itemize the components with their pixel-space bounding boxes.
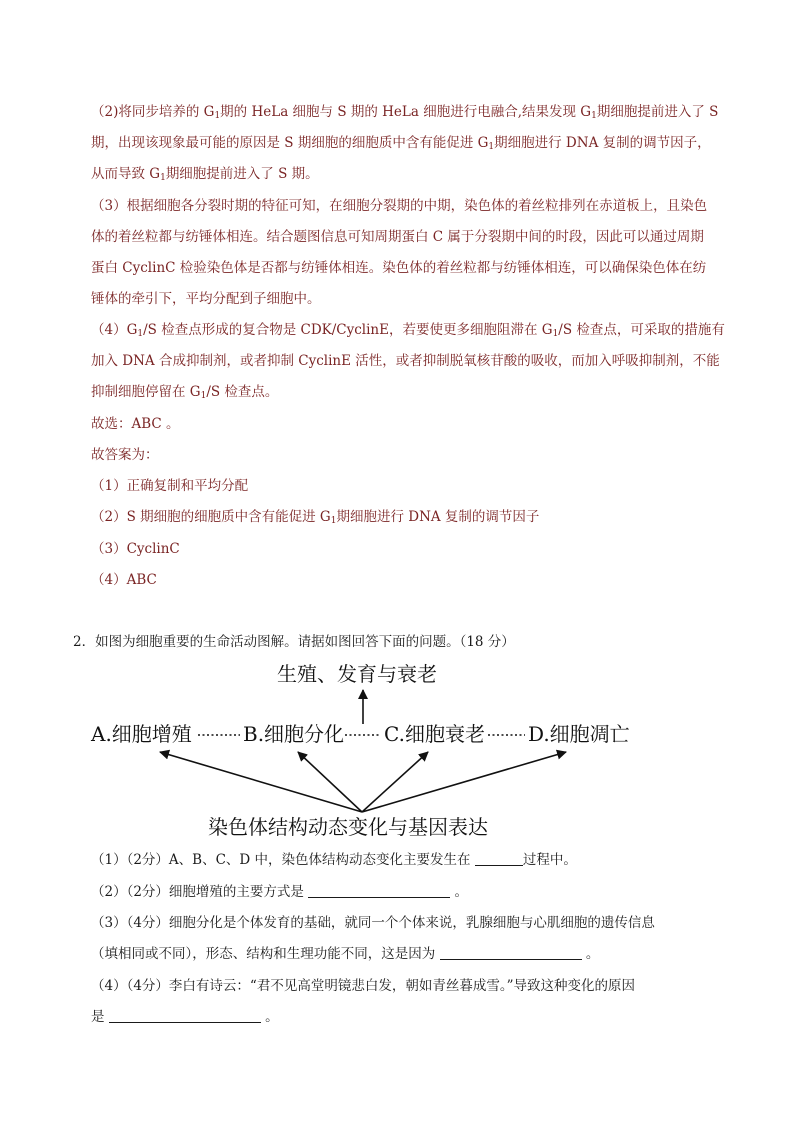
answer-blank-1[interactable] [475,851,523,866]
answer-choice: 故选：ABC 。 [91,416,180,432]
answer-item-4: （4）ABC [91,572,157,588]
answer-item-2: （2）S 期细胞的细胞质中含有能促进 $G_1$期细胞进行 DNA 复制的调节因子 [91,509,540,526]
diagram-node-b: B.细胞分化 [243,722,345,746]
answer-p2-line3: 从而导致 $G_1$期细胞提前进入了 S 期。 [91,166,319,183]
answer-p4-line3: 抑制细胞停留在 $G_1/S$ 检查点。 [91,384,279,401]
answer-p3-line3: 蛋白 CyclinC 检验染色体是否都与纺锤体相连。染色体的着丝粒都与纺锤体相连，可以确保染色体在纺 [91,260,707,276]
question2-stem: 2．如图为细胞重要的生命活动图解。请据如图回答下面的问题。（18 分） [73,634,515,650]
diagram-node-a: A.细胞增殖 [91,722,192,746]
question2-sub1: （1）（2分）A、B、C、D 中，染色体结构动态变化主要发生在 过程中。 [91,852,577,868]
diagram-bottom-label: 染色体结构动态变化与基因表达 [208,815,488,839]
diagram-node-c: C.细胞衰老 [384,722,485,746]
answer-blank-4[interactable] [109,1008,261,1023]
answer-p3-line4: 锤体的牵引下，平均分配到子细胞中。 [91,291,321,307]
question2-sub4-line2: 是 。 [91,1009,279,1025]
answer-intro: 故答案为： [91,447,159,463]
question2-sub2: （2）（2分）细胞增殖的主要方式是 。 [91,884,469,900]
diagram-node-d: D.细胞凋亡 [528,722,630,746]
question2-sub4-line1: （4）（4分）李白有诗云：“君不见高堂明镜悲白发，朝如青丝暮成雪。”导致这种变化的原因 [91,978,635,994]
answer-p3-line2: 体的着丝粒都与纺锤体相连。结合题图信息可知周期蛋白 C 属于分裂期中间的时段，因此可以通过周期 [91,229,704,245]
answer-blank-2[interactable] [308,883,450,898]
answer-p3-line1: （3）根据细胞各分裂时期的特征可知，在细胞分裂期的中期，染色体的着丝粒排列在赤道板上，且染色 [91,198,708,214]
answer-p2-line2: 期，出现该现象最可能的原因是 S 期细胞的细胞质中含有能促进 $G_1$期细胞进行 DNA 复制的调节因子， [91,135,711,152]
answer-p4-line1: $(4)G_1/S$ 检查点形成的复合物是 CDK/CyclinE，若要使更多细胞阻滞在 $G_1/S$ 检查点，可采取的措施有 [91,322,725,339]
question2-sub3-line1: （3）（4分）细胞分化是个体发育的基础，就同一个个体来说，乳腺细胞与心肌细胞的遗传信息 [91,915,655,931]
answer-p4-line2: 加入 DNA 合成抑制剂，或者抑制 CyclinE 活性，或者抑制脱氧核苷酸的吸收，而加入呼吸抑制剂，不能 [91,353,720,369]
answer-item-1: （1）正确复制和平均分配 [91,478,249,494]
question2-sub3-line2: （填相同或不同），形态、结构和生理功能不同，这是因为 。 [91,946,600,962]
answer-blank-3[interactable] [440,945,582,960]
answer-item-3: （3）CyclinC [91,541,180,557]
diagram-top-label: 生殖、发育与衰老 [277,662,437,686]
answer-p2-line1: （2)将同步培养的 $G_1$期的 HeLa 细胞与 S 期的 HeLa 细胞进行电融合,结果发现 $G_1$期细胞提前进入了 S [91,104,719,121]
